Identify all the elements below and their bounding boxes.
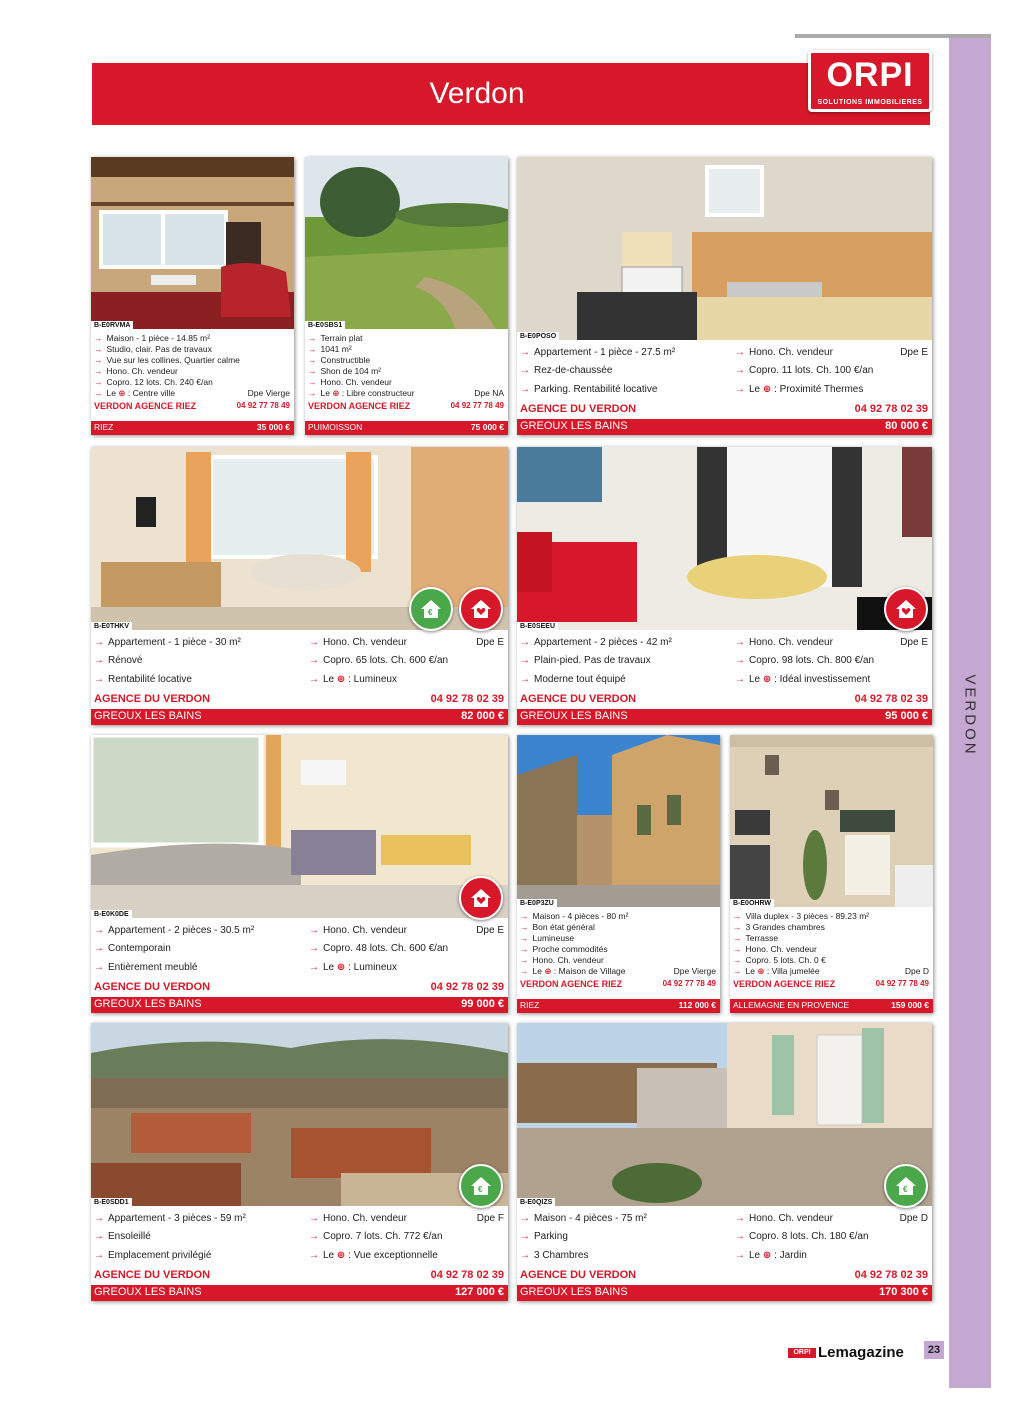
page-title: Verdon: [429, 77, 525, 110]
price: 35 000 €: [256, 422, 290, 432]
listing-ref: B-E0P3ZU: [517, 899, 557, 908]
feature: → Copro. 5 lots. Ch. 0 €: [733, 955, 826, 965]
dpe-rating: Dpe Vierge: [673, 966, 716, 976]
feature: → Hono. Ch. vendeur: [733, 944, 817, 954]
feature: → Rentabilité locative: [94, 674, 192, 685]
magazine-name: Lemagazine: [818, 1344, 904, 1361]
plus-icon: ⊕: [336, 1250, 346, 1261]
feature: → Hono. Ch. vendeur: [94, 366, 178, 376]
agency-name: AGENCE DU VERDON: [520, 693, 637, 705]
dpe-rating: Dpe F: [476, 1213, 504, 1224]
feature: → Hono. Ch. vendeur: [309, 925, 407, 936]
feature: → Hono. Ch. vendeur: [309, 637, 407, 648]
le-plus: → Le ⊕ : Proximité Thermes: [735, 384, 863, 395]
city: GREOUX LES BAINS: [94, 710, 202, 722]
price-bar: [91, 997, 508, 1013]
feature: → Appartement - 2 pièces - 42 m²: [520, 637, 672, 648]
plus-icon: ⊕: [544, 966, 552, 976]
price-bar: [305, 421, 508, 435]
listing-card-6[interactable]: [517, 735, 720, 1013]
city: GREOUX LES BAINS: [520, 710, 628, 722]
price: 112 000 €: [678, 1000, 716, 1010]
listing-ref: B-E0RVMA: [91, 321, 133, 330]
price-bar: [517, 1285, 932, 1301]
feature: → Lumineuse: [520, 933, 574, 943]
listing-photo: [91, 1023, 508, 1206]
feature: → Maison - 1 pièce - 14.85 m²: [94, 333, 210, 343]
agency-name: VERDON AGENCE RIEZ: [520, 979, 623, 989]
price: 127 000 €: [455, 1286, 504, 1298]
le-plus: → Le ⊕ : Villa jumelée: [733, 966, 820, 977]
feature: → Maison - 4 pièces - 75 m²: [520, 1213, 647, 1224]
plus-icon: ⊕: [336, 962, 346, 973]
favorite-badge: [459, 587, 503, 631]
favorite-badge: [884, 587, 928, 631]
agency-phone: 04 92 77 78 49: [875, 979, 929, 988]
feature: → Proche commodités: [520, 944, 608, 954]
feature: → Copro. 7 lots. Ch. 772 €/an: [309, 1231, 443, 1242]
price-bar: [730, 999, 933, 1013]
feature: → Hono. Ch. vendeur: [520, 955, 604, 965]
le-plus: → Le ⊕ : Lumineux: [309, 674, 397, 685]
price: 99 000 €: [461, 998, 504, 1010]
dpe-rating: Dpe E: [900, 347, 928, 358]
feature: → Shon de 104 m²: [308, 366, 381, 376]
feature: → Villa duplex - 3 pièces - 89.23 m²: [733, 911, 869, 921]
feature: → Appartement - 1 pièce - 30 m²: [94, 637, 241, 648]
listing-ref: B-E0SEEU: [517, 622, 558, 631]
svg-text:€: €: [428, 608, 433, 617]
listing-ref: B-E0K0DE: [91, 910, 132, 919]
feature: → 1041 m²: [308, 344, 352, 354]
plus-icon: ⊕: [118, 388, 126, 398]
listing-card-8[interactable]: [91, 1023, 508, 1301]
city: GREOUX LES BAINS: [520, 420, 628, 432]
listing-photo: [517, 735, 720, 907]
footer-orpi-logo: ORPI: [788, 1348, 816, 1358]
eco-badge: [409, 587, 453, 631]
city: GREOUX LES BAINS: [94, 1286, 202, 1298]
listing-photo: [305, 157, 508, 329]
feature: → Copro. 65 lots. Ch. 600 €/an: [309, 655, 448, 666]
plus-icon: ⊕: [762, 384, 772, 395]
agency-phone: 04 92 78 02 39: [430, 693, 504, 705]
le-plus: → Le ⊕ : Vue exceptionnelle: [309, 1250, 438, 1261]
price-bar: [517, 419, 932, 435]
city: GREOUX LES BAINS: [520, 1286, 628, 1298]
city: RIEZ: [520, 1000, 540, 1010]
listing-ref: B-E0QIZS: [517, 1198, 555, 1207]
listing-card-4[interactable]: [517, 447, 932, 725]
listing-card-3[interactable]: [91, 447, 508, 725]
page-number: 23: [924, 1341, 944, 1359]
feature: → Parking. Rentabilité locative: [520, 384, 657, 395]
listing-card-0[interactable]: [91, 157, 294, 435]
agency-phone: 04 92 78 02 39: [430, 1269, 504, 1281]
feature: → Copro. 48 lots. Ch. 600 €/an: [309, 943, 448, 954]
feature: → Rénové: [94, 655, 142, 666]
le-plus: → Le ⊕ : Maison de Village: [520, 966, 626, 977]
city: RIEZ: [94, 422, 114, 432]
feature: → Appartement - 2 pièces - 30.5 m²: [94, 925, 254, 936]
feature: → Contemporain: [94, 943, 171, 954]
price: 159 000 €: [891, 1000, 929, 1010]
feature: → Hono. Ch. vendeur: [308, 377, 392, 387]
le-plus: → Le ⊕ : Centre ville: [94, 388, 175, 399]
feature: → Terrain plat: [308, 333, 363, 343]
feature: → Copro. 8 lots. Ch. 180 €/an: [735, 1231, 869, 1242]
plus-icon: ⊕: [757, 966, 765, 976]
price-bar: [91, 1285, 508, 1301]
feature: → Bon état général: [520, 922, 595, 932]
listing-ref: B-E0SDD1: [91, 1198, 132, 1207]
agency-phone: 04 92 78 02 39: [854, 1269, 928, 1281]
listing-card-2[interactable]: [517, 157, 932, 435]
price-bar: [91, 709, 508, 725]
agency-phone: 04 92 78 02 39: [854, 403, 928, 415]
listing-card-7[interactable]: [730, 735, 933, 1013]
header-bar: [92, 63, 930, 125]
dpe-rating: Dpe E: [476, 637, 504, 648]
listing-photo: [517, 157, 932, 340]
dpe-rating: Dpe D: [904, 966, 929, 976]
listing-card-9[interactable]: [517, 1023, 932, 1301]
plus-icon: ⊕: [762, 1250, 772, 1261]
agency-name: VERDON AGENCE RIEZ: [733, 979, 836, 989]
feature: → Plain-pied. Pas de travaux: [520, 655, 651, 666]
feature: → Hono. Ch. vendeur: [309, 1213, 407, 1224]
city: ALLEMAGNE EN PROVENCE: [733, 1000, 850, 1010]
city: PUIMOISSON: [308, 422, 363, 432]
price-bar: [517, 709, 932, 725]
feature: → Hono. Ch. vendeur: [735, 347, 833, 358]
feature: → Copro. 11 lots. Ch. 100 €/an: [735, 365, 873, 376]
listing-card-5[interactable]: [91, 735, 508, 1013]
feature: → Appartement - 1 pièce - 27.5 m²: [520, 347, 675, 358]
listing-ref: B-E0THKV: [91, 622, 132, 631]
dpe-rating: Dpe E: [900, 637, 928, 648]
plus-icon: ⊕: [332, 388, 340, 398]
feature: → Entièrement meublé: [94, 962, 198, 973]
feature: → Moderne tout équipé: [520, 674, 626, 685]
agency-name: AGENCE DU VERDON: [520, 403, 637, 415]
agency-name: AGENCE DU VERDON: [94, 981, 211, 993]
feature: → Rez-de-chaussée: [520, 365, 612, 376]
listing-ref: B-E0OHRW: [730, 899, 774, 908]
feature: → Terrasse: [733, 933, 778, 943]
orpi-logo: ORPI SOLUTIONS IMMOBILIERES: [808, 50, 932, 112]
feature: → Copro. 98 lots. Ch. 800 €/an: [735, 655, 874, 666]
agency-phone: 04 92 78 02 39: [854, 693, 928, 705]
listing-ref: B-E0SBS1: [305, 321, 345, 330]
agency-phone: 04 92 77 78 49: [662, 979, 716, 988]
listing-photo: [517, 447, 932, 630]
city: GREOUX LES BAINS: [94, 998, 202, 1010]
feature: → Hono. Ch. vendeur: [735, 637, 833, 648]
feature: → Constructible: [308, 355, 370, 365]
feature: → Vue sur les collines. Quartier calme: [94, 355, 240, 365]
svg-text:€: €: [903, 1185, 908, 1194]
feature: → 3 Grandes chambres: [733, 922, 825, 932]
price: 75 000 €: [470, 422, 504, 432]
favorite-badge: [459, 876, 503, 920]
agency-phone: 04 92 77 78 49: [450, 401, 504, 410]
le-plus: → Le ⊕ : Jardin: [735, 1250, 807, 1261]
le-plus: → Le ⊕ : Idéal investissement: [735, 674, 870, 685]
agency-name: VERDON AGENCE RIEZ: [94, 401, 197, 411]
price-bar: [91, 421, 294, 435]
listing-ref: B-E0POSO: [517, 332, 559, 341]
listing-photo: [730, 735, 933, 907]
agency-name: VERDON AGENCE RIEZ: [308, 401, 411, 411]
dpe-rating: Dpe E: [476, 925, 504, 936]
feature: → Studio, clair. Pas de travaux: [94, 344, 212, 354]
agency-name: AGENCE DU VERDON: [94, 693, 211, 705]
agency-name: AGENCE DU VERDON: [520, 1269, 637, 1281]
eco-badge: [884, 1164, 928, 1208]
agency-phone: 04 92 78 02 39: [430, 981, 504, 993]
plus-icon: ⊕: [336, 674, 346, 685]
price-bar: [517, 999, 720, 1013]
feature: → Parking: [520, 1231, 568, 1242]
price: 82 000 €: [461, 710, 504, 722]
agency-name: AGENCE DU VERDON: [94, 1269, 211, 1281]
listing-photo: [91, 157, 294, 329]
side-label: VERDON: [961, 673, 979, 757]
price: 95 000 €: [885, 710, 928, 722]
plus-icon: ⊕: [762, 674, 772, 685]
eco-badge: [459, 1164, 503, 1208]
feature: → Hono. Ch. vendeur: [735, 1213, 833, 1224]
feature: → Ensoleillé: [94, 1231, 151, 1242]
dpe-rating: Dpe D: [899, 1213, 928, 1224]
price: 80 000 €: [885, 420, 928, 432]
feature: → Emplacement privilégié: [94, 1250, 211, 1261]
le-plus: → Le ⊕ : Lumineux: [309, 962, 397, 973]
listing-card-1[interactable]: [305, 157, 508, 435]
agency-phone: 04 92 77 78 49: [236, 401, 290, 410]
dpe-rating: Dpe Vierge: [247, 388, 290, 398]
dpe-rating: Dpe NA: [474, 388, 504, 398]
price: 170 300 €: [879, 1286, 928, 1298]
svg-text:€: €: [478, 1185, 483, 1194]
listing-photo: [517, 1023, 932, 1206]
feature: → Copro. 12 lots. Ch. 240 €/an: [94, 377, 213, 387]
listing-photo: [91, 735, 508, 918]
feature: → Maison - 4 pièces - 80 m²: [520, 911, 628, 921]
le-plus: → Le ⊕ : Libre constructeur: [308, 388, 415, 399]
feature: → 3 Chambres: [520, 1250, 588, 1261]
feature: → Appartement - 3 pièces - 59 m²: [94, 1213, 246, 1224]
